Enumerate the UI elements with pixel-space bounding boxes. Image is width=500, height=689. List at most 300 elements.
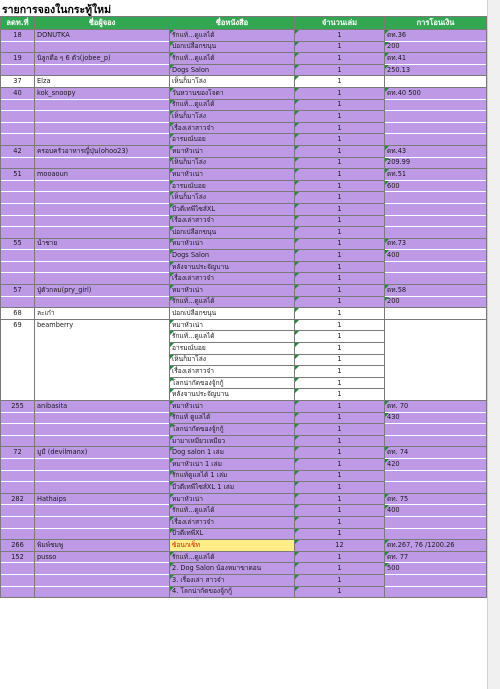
cell-booker-name[interactable]: [35, 157, 170, 169]
header-book-title[interactable]: ชื่อหนังสือ: [170, 17, 295, 30]
table-row: [1, 389, 487, 401]
sheet-title: รายการจองในกระทู้ใหม่: [2, 4, 111, 16]
cell-number[interactable]: [1, 227, 35, 239]
cell-payment[interactable]: 430: [385, 412, 487, 424]
cell-book-title[interactable]: ซ้อนกเซ็ท: [170, 540, 295, 552]
cell-book-title[interactable]: เห็นก็มาโล่ง: [170, 111, 295, 123]
cell-number[interactable]: [1, 215, 35, 227]
cell-booker-name[interactable]: [35, 180, 170, 192]
cell-booker-name[interactable]: มูมี (devilmanx): [35, 447, 170, 459]
cell-quantity[interactable]: 1: [295, 99, 385, 111]
cell-book-title[interactable]: รักแท้...ดูแลได้: [170, 99, 295, 111]
cell-booker-name[interactable]: [35, 412, 170, 424]
cell-book-title[interactable]: เห็นก็มาโล่ง: [170, 76, 295, 88]
cell-book-title[interactable]: เรื่องเล่าสาวจ๋า: [170, 215, 295, 227]
table-row: [1, 354, 487, 366]
cell-booker-name[interactable]: [35, 273, 170, 285]
cell-booker-name[interactable]: Elza: [35, 76, 170, 88]
cell-number[interactable]: [1, 273, 35, 285]
cell-book-title[interactable]: เรื่องเล่าสาวจ๋า: [170, 273, 295, 285]
cell-quantity[interactable]: 1: [295, 516, 385, 528]
cell-booker-name[interactable]: [35, 111, 170, 123]
cell-payment[interactable]: ดท.73: [385, 238, 487, 250]
cell-payment[interactable]: [385, 482, 487, 494]
cell-number[interactable]: [1, 563, 35, 575]
cell-payment[interactable]: 600: [385, 180, 487, 192]
cell-number[interactable]: [1, 435, 35, 447]
cell-number[interactable]: [1, 111, 35, 123]
cell-quantity[interactable]: 1: [295, 64, 385, 76]
table-row: [1, 145, 487, 157]
cell-payment[interactable]: ดท.58: [385, 285, 487, 297]
cell-book-title[interactable]: เห็นก็มาโล่ง: [170, 354, 295, 366]
cell-book-title[interactable]: โลกน่ากัดของจู้กกู้: [170, 424, 295, 436]
cell-booker-name[interactable]: [35, 377, 170, 389]
cell-payment[interactable]: [385, 470, 487, 482]
cell-number[interactable]: [1, 516, 35, 528]
cell-number[interactable]: [1, 389, 35, 401]
cell-booker-name[interactable]: น้ำชาย: [35, 238, 170, 250]
cell-payment[interactable]: [385, 331, 487, 343]
cell-booker-name[interactable]: [35, 458, 170, 470]
cell-number[interactable]: [1, 458, 35, 470]
cell-booker-name[interactable]: [35, 331, 170, 343]
cell-book-title[interactable]: หมาหัวเน่า 1 เล่ม: [170, 458, 295, 470]
cell-quantity[interactable]: 1: [295, 412, 385, 424]
cell-book-title[interactable]: ปอกเปลือกขนุน: [170, 308, 295, 320]
cell-number[interactable]: [1, 192, 35, 204]
table-row: [1, 343, 487, 355]
cell-quantity[interactable]: 1: [295, 203, 385, 215]
cell-number[interactable]: [1, 377, 35, 389]
cell-book-title[interactable]: เห็นก็มาโล่ง: [170, 157, 295, 169]
table-row: [1, 435, 487, 447]
cell-quantity[interactable]: 1: [295, 87, 385, 99]
table-row: [1, 273, 487, 285]
table-row: [1, 261, 487, 273]
table-row: [1, 424, 487, 436]
cell-booker-name[interactable]: [35, 41, 170, 53]
cell-number[interactable]: 69: [1, 319, 35, 331]
cell-booker-name[interactable]: [35, 574, 170, 586]
cell-quantity[interactable]: 1: [295, 134, 385, 146]
cell-quantity[interactable]: 1: [295, 482, 385, 494]
table-row: [1, 238, 487, 250]
cell-payment[interactable]: 209.99: [385, 157, 487, 169]
cell-number[interactable]: 152: [1, 551, 35, 563]
cell-quantity[interactable]: 1: [295, 250, 385, 262]
cell-quantity[interactable]: 1: [295, 122, 385, 134]
cell-number[interactable]: [1, 528, 35, 540]
cell-booker-name[interactable]: [35, 470, 170, 482]
cell-booker-name[interactable]: [35, 586, 170, 598]
cell-payment[interactable]: [385, 203, 487, 215]
cell-book-title[interactable]: บีวดีเทพีไซส์XL: [170, 203, 295, 215]
cell-payment[interactable]: [385, 76, 487, 88]
cell-booker-name[interactable]: [35, 482, 170, 494]
cell-number[interactable]: 42: [1, 145, 35, 157]
cell-payment[interactable]: [385, 99, 487, 111]
table-row: [1, 76, 487, 88]
cell-quantity[interactable]: 1: [295, 366, 385, 378]
cell-payment[interactable]: [385, 366, 487, 378]
cell-book-title[interactable]: อารมณ์บอย: [170, 134, 295, 146]
cell-quantity[interactable]: 1: [295, 192, 385, 204]
cell-payment[interactable]: 400: [385, 250, 487, 262]
cell-book-title[interactable]: วันหวานของโจตา: [170, 87, 295, 99]
cell-payment[interactable]: [385, 435, 487, 447]
cell-number[interactable]: [1, 470, 35, 482]
cell-booker-name[interactable]: [35, 563, 170, 575]
cell-number[interactable]: [1, 354, 35, 366]
cell-book-title[interactable]: เรื่องเล่าสาวจ๋า: [170, 516, 295, 528]
cell-booker-name[interactable]: Hathaips: [35, 493, 170, 505]
cell-book-title[interactable]: หมาหัวเน่า: [170, 401, 295, 413]
cell-payment[interactable]: 400: [385, 505, 487, 517]
cell-payment[interactable]: [385, 192, 487, 204]
cell-quantity[interactable]: 1: [295, 331, 385, 343]
cell-quantity[interactable]: 1: [295, 261, 385, 273]
cell-quantity[interactable]: 1: [295, 145, 385, 157]
cell-quantity[interactable]: 1: [295, 30, 385, 42]
cell-payment[interactable]: [385, 215, 487, 227]
table-row: [1, 505, 487, 517]
cell-booker-name[interactable]: [35, 389, 170, 401]
cell-quantity[interactable]: 1: [295, 169, 385, 181]
table-row: [1, 53, 487, 65]
cell-payment[interactable]: ดท. 70: [385, 401, 487, 413]
cell-book-title[interactable]: หลังจานประจัญบาน: [170, 261, 295, 273]
table-row: [1, 41, 487, 53]
cell-booker-name[interactable]: [35, 227, 170, 239]
table-row: [1, 447, 487, 459]
header-number[interactable]: ลดท.ที่: [1, 17, 35, 30]
table-row: [1, 169, 487, 181]
cell-quantity[interactable]: 1: [295, 215, 385, 227]
cell-number[interactable]: 18: [1, 30, 35, 42]
cell-number[interactable]: [1, 99, 35, 111]
cell-booker-name[interactable]: [35, 192, 170, 204]
cell-payment[interactable]: [385, 343, 487, 355]
cell-number[interactable]: 19: [1, 53, 35, 65]
cell-number[interactable]: [1, 412, 35, 424]
cell-book-title[interactable]: บีวดีเทพีไซส์XL 1 เล่ม: [170, 482, 295, 494]
cell-number[interactable]: [1, 134, 35, 146]
cell-payment[interactable]: [385, 227, 487, 239]
table-row: [1, 157, 487, 169]
cell-number[interactable]: 40: [1, 87, 35, 99]
cell-payment[interactable]: 200: [385, 296, 487, 308]
header-booker-name[interactable]: ชื่อผู้จอง: [35, 17, 170, 30]
cell-quantity[interactable]: 1: [295, 505, 385, 517]
cell-quantity[interactable]: 1: [295, 111, 385, 123]
cell-book-title[interactable]: หมาหัวเน่า: [170, 285, 295, 297]
cell-number[interactable]: [1, 574, 35, 586]
cell-quantity[interactable]: 1: [295, 424, 385, 436]
cell-payment[interactable]: 420: [385, 458, 487, 470]
booking-table: [0, 16, 487, 598]
cell-book-title[interactable]: หมาหัวเน่า: [170, 493, 295, 505]
cell-payment[interactable]: [385, 377, 487, 389]
cell-number[interactable]: 255: [1, 401, 35, 413]
cell-quantity[interactable]: 1: [295, 586, 385, 598]
cell-book-title[interactable]: ปอกเปลือกขนุน: [170, 227, 295, 239]
cell-number[interactable]: [1, 586, 35, 598]
cell-quantity[interactable]: 1: [295, 563, 385, 575]
cell-book-title[interactable]: 3. เรื่องเล่า สาวจ๋า: [170, 574, 295, 586]
cell-booker-name[interactable]: DONUTKA: [35, 30, 170, 42]
cell-number[interactable]: [1, 203, 35, 215]
table-row: [1, 99, 487, 111]
cell-book-title[interactable]: หมาหัวเน่า: [170, 145, 295, 157]
cell-booker-name[interactable]: [35, 99, 170, 111]
cell-number[interactable]: [1, 482, 35, 494]
cell-payment[interactable]: [385, 424, 487, 436]
cell-number[interactable]: [1, 366, 35, 378]
cell-number[interactable]: [1, 296, 35, 308]
table-row: [1, 308, 487, 320]
cell-quantity[interactable]: 1: [295, 343, 385, 355]
cell-payment[interactable]: ดท.51: [385, 169, 487, 181]
table-row: [1, 296, 487, 308]
cell-booker-name[interactable]: [35, 343, 170, 355]
table-row: [1, 574, 487, 586]
table-row: [1, 366, 487, 378]
cell-payment[interactable]: ดท.41: [385, 53, 487, 65]
table-row: [1, 412, 487, 424]
table-row: [1, 551, 487, 563]
cell-quantity[interactable]: 1: [295, 227, 385, 239]
table-row: [1, 192, 487, 204]
cell-quantity[interactable]: 1: [295, 41, 385, 53]
cell-book-title[interactable]: เรื่องเล่าสาวจ๋า: [170, 122, 295, 134]
cell-book-title[interactable]: Dogs Salon: [170, 250, 295, 262]
cell-quantity[interactable]: 1: [295, 180, 385, 192]
cell-booker-name[interactable]: pusso: [35, 551, 170, 563]
cell-number[interactable]: [1, 122, 35, 134]
cell-book-title[interactable]: รักแท้...ดูแลได้: [170, 331, 295, 343]
cell-booker-name[interactable]: [35, 424, 170, 436]
cell-payment[interactable]: [385, 308, 487, 320]
cell-book-title[interactable]: 4. โลกน่ากัดของจู้กกู้: [170, 586, 295, 598]
cell-payment[interactable]: ดท. 74: [385, 447, 487, 459]
cell-book-title[interactable]: รักแท้...ดูแลได้: [170, 296, 295, 308]
cell-booker-name[interactable]: [35, 203, 170, 215]
cell-quantity[interactable]: 1: [295, 528, 385, 540]
table-row: [1, 30, 487, 42]
cell-payment[interactable]: [385, 122, 487, 134]
cell-payment[interactable]: [385, 319, 487, 331]
cell-booker-name[interactable]: ครอบครัวอาหารญี่ปุ่น(ohoo23): [35, 145, 170, 157]
cell-booker-name[interactable]: [35, 250, 170, 262]
cell-payment[interactable]: [385, 528, 487, 540]
cell-number[interactable]: 68: [1, 308, 35, 320]
cell-book-title[interactable]: รักแท้...ดูแลได้: [170, 551, 295, 563]
cell-booker-name[interactable]: mooaoun: [35, 169, 170, 181]
cell-quantity[interactable]: 1: [295, 53, 385, 65]
cell-payment[interactable]: [385, 354, 487, 366]
cell-quantity[interactable]: 1: [295, 273, 385, 285]
table-row: [1, 401, 487, 413]
cell-payment[interactable]: ดท.40 500: [385, 87, 487, 99]
cell-number[interactable]: [1, 505, 35, 517]
cell-quantity[interactable]: 1: [295, 470, 385, 482]
cell-quantity[interactable]: 1: [295, 435, 385, 447]
table-row: [1, 122, 487, 134]
cell-quantity[interactable]: 1: [295, 319, 385, 331]
cell-payment[interactable]: [385, 516, 487, 528]
cell-quantity[interactable]: 1: [295, 401, 385, 413]
table-row: [1, 87, 487, 99]
cell-number[interactable]: 57: [1, 285, 35, 297]
cell-booker-name[interactable]: [35, 122, 170, 134]
table-row: [1, 215, 487, 227]
cell-number[interactable]: [1, 64, 35, 76]
cell-booker-name[interactable]: anibasita: [35, 401, 170, 413]
cell-quantity[interactable]: 1: [295, 296, 385, 308]
table-row: [1, 377, 487, 389]
cell-number[interactable]: 55: [1, 238, 35, 250]
cell-quantity[interactable]: 1: [295, 574, 385, 586]
cell-payment[interactable]: ดท. 75: [385, 493, 487, 505]
cell-booker-name[interactable]: [35, 215, 170, 227]
cell-book-title[interactable]: อารมณ์บอย: [170, 180, 295, 192]
cell-payment[interactable]: 500: [385, 563, 487, 575]
cell-quantity[interactable]: 1: [295, 377, 385, 389]
cell-number[interactable]: [1, 41, 35, 53]
cell-quantity[interactable]: 1: [295, 447, 385, 459]
cell-booker-name[interactable]: นิลูกดือ ๆ 6 ตัว(jobee_p): [35, 53, 170, 65]
cell-book-title[interactable]: หลังจานประจัญบาน: [170, 389, 295, 401]
table-row: [1, 540, 487, 552]
table-row: [1, 64, 487, 76]
cell-booker-name[interactable]: [35, 505, 170, 517]
cell-payment[interactable]: ดท.267, 76 /1200.26: [385, 540, 487, 552]
cell-quantity[interactable]: 12: [295, 540, 385, 552]
cell-payment[interactable]: 250.13: [385, 64, 487, 76]
cell-booker-name[interactable]: พิมพ์ชมพู: [35, 540, 170, 552]
cell-number[interactable]: [1, 180, 35, 192]
cell-quantity[interactable]: 1: [295, 493, 385, 505]
cell-quantity[interactable]: 1: [295, 308, 385, 320]
table-row: [1, 586, 487, 598]
cell-booker-name[interactable]: [35, 296, 170, 308]
cell-number[interactable]: [1, 331, 35, 343]
header-row: [1, 17, 487, 30]
cell-number[interactable]: 282: [1, 493, 35, 505]
cell-payment[interactable]: [385, 273, 487, 285]
cell-book-title[interactable]: หมาหัวเน่า: [170, 319, 295, 331]
cell-book-title[interactable]: 2. Dog Salon น้องหมาขาดอน: [170, 563, 295, 575]
cell-booker-name[interactable]: kok_snoopy: [35, 87, 170, 99]
cell-payment[interactable]: [385, 261, 487, 273]
cell-number[interactable]: [1, 157, 35, 169]
cell-number[interactable]: [1, 343, 35, 355]
cell-quantity[interactable]: 1: [295, 354, 385, 366]
cell-book-title[interactable]: หมาหัวเน่า: [170, 169, 295, 181]
cell-number[interactable]: 51: [1, 169, 35, 181]
cell-payment[interactable]: ดท.43: [385, 145, 487, 157]
header-payment[interactable]: การโอนเงิน: [385, 17, 487, 30]
cell-quantity[interactable]: 1: [295, 76, 385, 88]
cell-quantity[interactable]: 1: [295, 551, 385, 563]
table-row: [1, 134, 487, 146]
cell-payment[interactable]: [385, 134, 487, 146]
cell-book-title[interactable]: รักแท้ ดูแลได้: [170, 412, 295, 424]
cell-quantity[interactable]: 1: [295, 458, 385, 470]
table-row: [1, 227, 487, 239]
cell-payment[interactable]: ดท.36: [385, 30, 487, 42]
cell-book-title[interactable]: บีวดีเทพีXL: [170, 528, 295, 540]
cell-book-title[interactable]: หมาหัวเน่า: [170, 238, 295, 250]
cell-booker-name[interactable]: [35, 64, 170, 76]
cell-booker-name[interactable]: beamberry: [35, 319, 170, 331]
table-row: [1, 319, 487, 331]
cell-payment[interactable]: ดท. 77: [385, 551, 487, 563]
cell-book-title[interactable]: ปอกเปลือกขนุน: [170, 41, 295, 53]
cell-payment[interactable]: [385, 574, 487, 586]
cell-booker-name[interactable]: [35, 261, 170, 273]
table-row: [1, 111, 487, 123]
table-row: [1, 563, 487, 575]
cell-number[interactable]: 72: [1, 447, 35, 459]
table-row: [1, 331, 487, 343]
vertical-scrollbar[interactable]: [487, 0, 500, 689]
cell-book-title[interactable]: มามาเหมียวเหมียว: [170, 435, 295, 447]
cell-booker-name[interactable]: [35, 528, 170, 540]
cell-quantity[interactable]: 1: [295, 389, 385, 401]
table-row: [1, 516, 487, 528]
cell-book-title[interactable]: เรื่องเล่าสาวจ๋า: [170, 366, 295, 378]
table-row: [1, 203, 487, 215]
cell-book-title[interactable]: Dogs Salon: [170, 64, 295, 76]
table-row: [1, 470, 487, 482]
cell-book-title[interactable]: รักแท้ดูแลได้ 1 เล่ม: [170, 470, 295, 482]
cell-number[interactable]: [1, 261, 35, 273]
table-row: [1, 250, 487, 262]
cell-number[interactable]: [1, 250, 35, 262]
cell-book-title[interactable]: รักแท้...ดูแลได้: [170, 30, 295, 42]
cell-payment[interactable]: [385, 111, 487, 123]
table-row: [1, 528, 487, 540]
table-row: [1, 285, 487, 297]
cell-payment[interactable]: 200: [385, 41, 487, 53]
cell-number[interactable]: 266: [1, 540, 35, 552]
cell-book-title[interactable]: โลกน่ากัดของจู้กกู้: [170, 377, 295, 389]
cell-book-title[interactable]: รักแท้...ดูแลได้: [170, 505, 295, 517]
header-quantity[interactable]: จำนวนเล่ม: [295, 17, 385, 30]
cell-quantity[interactable]: 1: [295, 238, 385, 250]
cell-payment[interactable]: [385, 389, 487, 401]
cell-booker-name[interactable]: [35, 435, 170, 447]
cell-book-title[interactable]: Dog salon 1 เล่ม: [170, 447, 295, 459]
cell-book-title[interactable]: อารมณ์บอย: [170, 343, 295, 355]
cell-booker-name[interactable]: [35, 516, 170, 528]
cell-booker-name[interactable]: ปู่ตัวกลม(pry_girl): [35, 285, 170, 297]
cell-booker-name[interactable]: [35, 354, 170, 366]
cell-booker-name[interactable]: [35, 366, 170, 378]
cell-number[interactable]: [1, 424, 35, 436]
cell-book-title[interactable]: รักแท้...ดูแลได้: [170, 53, 295, 65]
cell-number[interactable]: 37: [1, 76, 35, 88]
cell-payment[interactable]: [385, 586, 487, 598]
cell-booker-name[interactable]: [35, 134, 170, 146]
cell-book-title[interactable]: เห็นก็มาโล่ง: [170, 192, 295, 204]
cell-quantity[interactable]: 1: [295, 157, 385, 169]
cell-booker-name[interactable]: ละเก๋า: [35, 308, 170, 320]
cell-quantity[interactable]: 1: [295, 285, 385, 297]
table-body: [1, 30, 487, 598]
